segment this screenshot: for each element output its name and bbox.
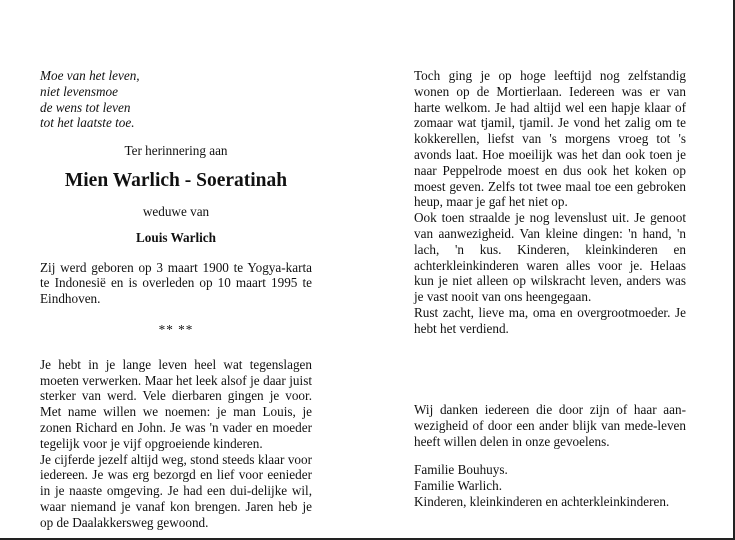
remembrance-heading: Ter herinnering aan (124, 143, 228, 159)
poem-line: de wens tot leven (40, 99, 131, 115)
separator-stars: ** ** (158, 321, 194, 337)
opening-poem (40, 68, 312, 131)
paragraph: Rust zacht, lieve ma, oma en overgrootmoeder. Je hebt het verdiend. (414, 304, 686, 336)
poem-line: tot het laatste toe. (40, 115, 135, 131)
deceased-name: Mien Warlich - Soeratinah (64, 169, 288, 191)
birth-death-text: Zij werd geboren op 3 maart 1900 te Yogya-karta te Indonesië en is overleden op 10 maart 1995 te Eindhoven. (40, 259, 312, 307)
poem-line: niet levensmoe (40, 83, 118, 99)
right-column (414, 68, 686, 337)
thanks-section (414, 402, 686, 510)
husband-name: Louis Warlich (136, 229, 216, 245)
signature-line: Kinderen, kleinkinderen en achterkleinkinderen. (414, 493, 670, 509)
left-column (40, 68, 312, 531)
paragraph: Je hebt in je lange leven heel wat tegenslagen moeten verwerken. Maar het leek alsof je daar juist sterker van werd. Vele dierbaren gingen je voor. Met name willen we noemen: je man Louis, je zonen Richard en John. Je was 'n vader en moeder tegelijk voor je vijf opgroeiende kinderen. (40, 356, 312, 451)
poem-line: Moe van het leven, (40, 68, 140, 83)
signatures (414, 462, 686, 509)
signature-line: Familie Bouhuys. (414, 462, 508, 478)
widow-of-label: weduwe van (142, 203, 210, 219)
signature-line: Familie Warlich. (414, 478, 503, 494)
paragraph: Ook toen straalde je nog levenslust uit. Je genoot van aanwezigheid. Van kleine dingen: 'n hand, 'n lach, 'n kus. Kinderen, kleinkinderen en achterkleinkinderen waren alles voor je. Helaas kun je niet alleen op wilskracht leven, anders was je vast nooit van ons heengegaan. (414, 210, 686, 305)
paragraph: Je cijferde jezelf altijd weg, stond steeds klaar voor iedereen. Je was erg bezorgd en lief voor eenieder in je naaste omgeving. Je had een dui-delijke wil, waar niemand je vanaf kon brengen. Jaren heb je op de Daalakkersweg gewoond. (40, 451, 312, 530)
paragraph: Toch ging je op hoge leeftijd nog zelfstandig wonen op de Mortierlaan. Iedereen was er van harte welkom. Je had altijd wel een hapje klaar of zomaar wat tjamil, tjamil. Je vond het zalig om te kokkerellen, liefst van 's morgens vroeg tot 's avonds laat. Hoe moeilijk was het dan ook toen je naar Peppelrode moest en dus ook het koken op moest geven. Zelfs tot twee maal toe een gebroken heup, maar je gaf het niet op. (414, 68, 686, 210)
thanks-text: Wij danken iedereen die door zijn of haar aan-wezigheid of door een ander blijk van mede-leven heeft willen delen in onze gevoelens. (414, 402, 686, 449)
life-text (40, 357, 312, 531)
